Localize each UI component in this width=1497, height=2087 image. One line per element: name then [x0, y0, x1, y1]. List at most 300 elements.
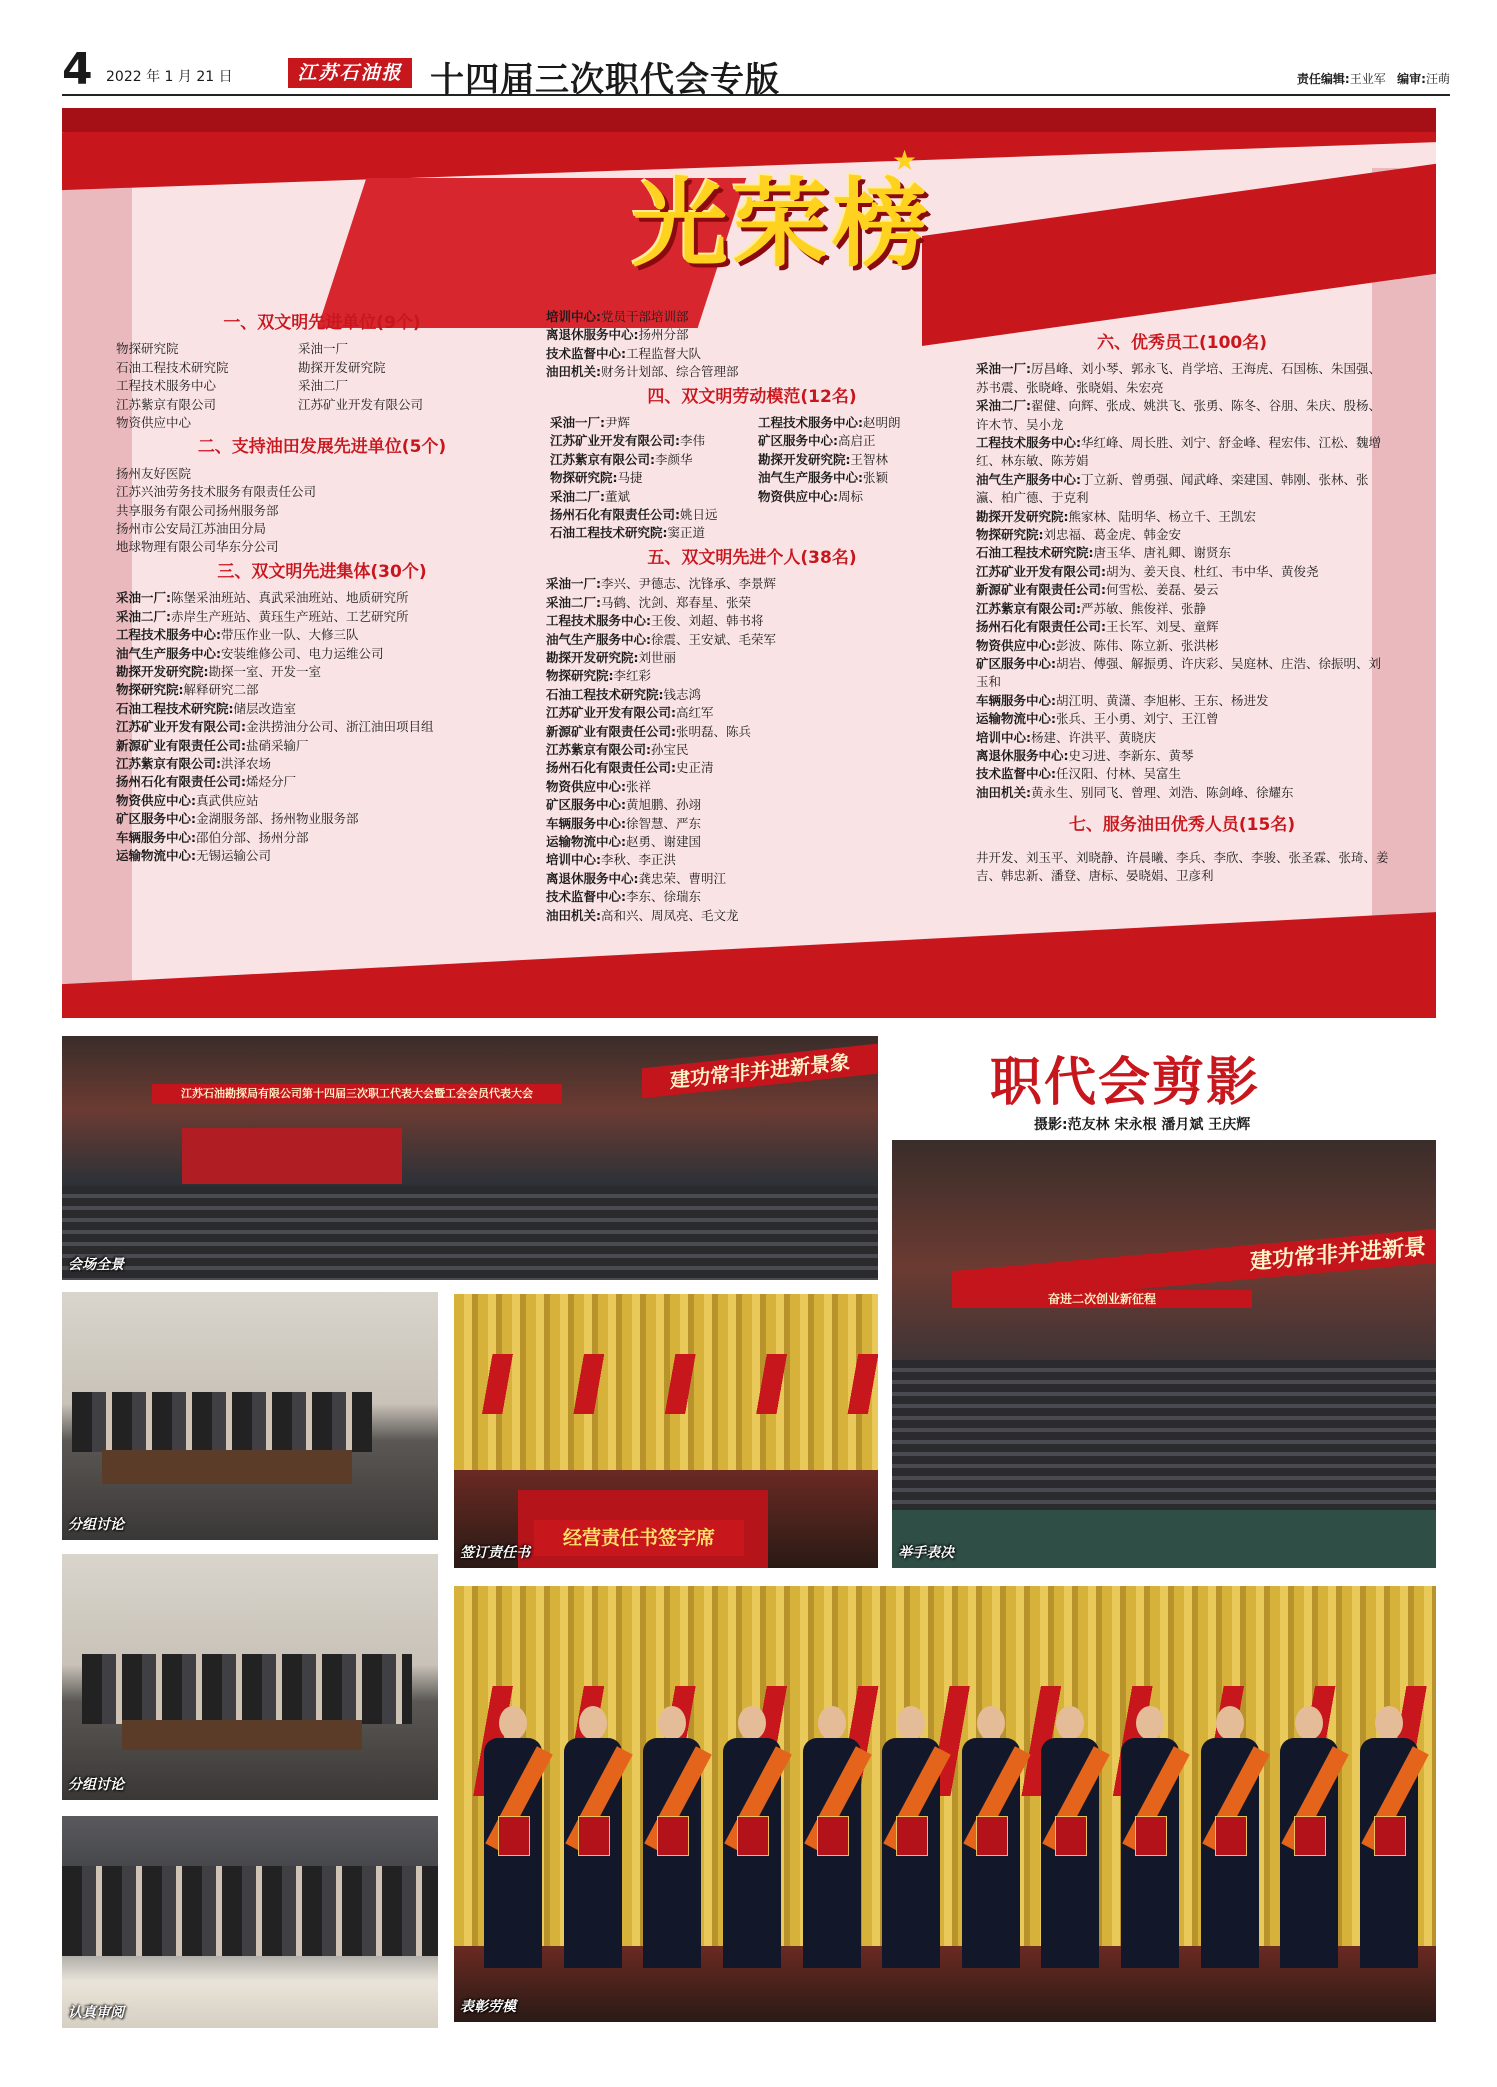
entry-names: 无锡运输公司 — [196, 847, 272, 863]
photo-group-discussion-1 — [62, 1292, 438, 1540]
list-item: 采油二厂 — [298, 378, 349, 394]
honor-entry — [542, 308, 962, 326]
list-item: 物资供应中心 — [116, 415, 192, 431]
list-item: 江苏紫京有限公司 — [116, 396, 217, 412]
name-list: 井开发、刘玉平、刘晓静、许晨曦、李兵、李欣、李骏、张圣霖、张琦、姜吉、韩忠新、潘登、唐标、晏晓娟、卫彦利 — [976, 849, 1389, 883]
entry-unit: 离退休服务中心: — [546, 870, 639, 886]
photo-credit: 摄影:范友林 宋永根 潘月斌 王庆辉 — [1034, 1117, 1251, 1133]
entry-unit: 车辆服务中心: — [116, 829, 196, 845]
photo-reviewing — [62, 1816, 438, 2028]
entry-list — [542, 308, 962, 382]
stage — [182, 1128, 402, 1184]
awardee — [1360, 1706, 1416, 1966]
honor-entry — [542, 778, 962, 796]
decor-band — [62, 909, 1436, 1018]
awardee — [484, 1706, 540, 1966]
entry-names: 胡江明、黄潇、李旭彬、王东、杨进发 — [1056, 692, 1269, 708]
honor-entry — [542, 723, 962, 741]
awardee — [564, 1706, 620, 1966]
entry-unit: 新源矿业有限责任公司: — [546, 723, 676, 739]
entry-names: 尹辉 — [605, 415, 631, 431]
entry-names: 张明磊、陈兵 — [676, 723, 752, 739]
awardee — [1201, 1706, 1257, 1966]
entry-unit: 物资供应中心: — [116, 792, 196, 808]
audience — [892, 1360, 1436, 1530]
honor-entry — [972, 471, 1392, 508]
entry-unit: 采油二厂: — [550, 488, 605, 504]
honor-entry — [542, 796, 962, 814]
section-title: 十四届三次职代会专版 — [430, 60, 780, 100]
entry-unit: 江苏紫京有限公司: — [116, 755, 221, 771]
unit-list — [112, 465, 532, 557]
participants — [82, 1654, 412, 1724]
honor-entry — [972, 637, 1392, 655]
photo-caption: 表彰劳模 — [460, 1999, 516, 2015]
hall-banner: 江苏石油勘探局有限公司第十四届三次职工代表大会暨工会会员代表大会 — [152, 1084, 562, 1104]
honor-entry — [972, 434, 1392, 471]
honor-entry — [112, 700, 532, 718]
honor-entry — [546, 451, 754, 469]
entry-list — [972, 360, 1392, 802]
hall-slogan: 奋进二次创业新征程 — [952, 1290, 1252, 1308]
honor-entry — [972, 784, 1392, 802]
entry-names: 王俊、刘超、韩书将 — [651, 613, 764, 629]
honor-entry — [546, 414, 754, 432]
list-item: 共享服务有限公司扬州服务部 — [116, 502, 279, 518]
reviewer-label: 编审: — [1397, 72, 1426, 86]
honor-entry — [754, 451, 966, 469]
entry-names: 陈堡采油班站、真武采油班站、地质研究所 — [171, 590, 409, 606]
entry-unit: 工程技术服务中心: — [758, 415, 863, 431]
entry-names: 黄旭鹏、孙翊 — [626, 797, 702, 813]
entry-unit: 矿区服务中心: — [758, 433, 838, 449]
photo-caption: 分组讨论 — [68, 1777, 124, 1793]
entry-unit: 江苏紫京有限公司: — [546, 741, 651, 757]
honor-entry — [542, 741, 962, 759]
honor-entry — [972, 600, 1392, 618]
entry-names: 李伟 — [680, 433, 706, 449]
honor-entry — [112, 589, 532, 607]
honor-entry — [542, 363, 962, 381]
unit-list — [112, 340, 532, 432]
honor-board — [62, 108, 1436, 1018]
hall-banner: 建功常非并进新景 — [952, 1229, 1436, 1305]
awardee — [723, 1706, 779, 1966]
entry-list — [542, 575, 962, 925]
photo-caption: 认真审阅 — [68, 2005, 124, 2021]
honor-entry — [972, 397, 1392, 434]
entry-unit: 培训中心: — [976, 729, 1031, 745]
editor-label: 责任编辑: — [1296, 72, 1350, 86]
honor-entry — [542, 870, 962, 888]
entry-names: 扬州分部 — [638, 327, 689, 343]
entry-unit: 运输物流中心: — [546, 833, 626, 849]
entry-names: 翟健、向辉、张成、姚洪飞、张勇、陈冬、谷朋、朱庆、殷杨、许木节、吴小龙 — [976, 398, 1382, 432]
entry-names: 赵勇、谢建国 — [626, 833, 702, 849]
honor-entry — [972, 360, 1392, 397]
honor-entry — [112, 608, 532, 626]
reviewer-name: 汪萌 — [1425, 72, 1450, 86]
entry-unit: 油田机关: — [546, 907, 601, 923]
entry-names: 金湖服务部、扬州物业服务部 — [196, 811, 359, 827]
entry-unit: 工程技术服务中心: — [546, 613, 651, 629]
entry-unit: 矿区服务中心: — [976, 655, 1056, 671]
hall-slogan: 建功常非并进新景象 — [642, 1044, 878, 1099]
entry-names: 王智林 — [850, 451, 889, 467]
honor-entry — [542, 851, 962, 869]
entry-unit: 勘探开发研究院: — [758, 451, 851, 467]
entry-names: 带压作业一队、大修三队 — [221, 627, 359, 643]
honor-entry — [754, 469, 966, 487]
entry-names: 董斌 — [605, 488, 631, 504]
honor-entry — [112, 847, 532, 865]
entry-names: 解释研究二部 — [183, 682, 259, 698]
photo-opening-hall — [62, 1036, 878, 1280]
entry-names: 王长军、刘旻、童辉 — [1106, 619, 1219, 635]
entry-names: 钱志鸿 — [663, 686, 702, 702]
entry-names: 厉昌峰、刘小琴、郭永飞、肖学培、王海虎、石国栋、朱国强、苏书震、张晓峰、张晓娟、朱宏亮 — [976, 361, 1382, 395]
honor-entry — [754, 414, 966, 432]
entry-names: 勘探一室、开发一室 — [208, 663, 322, 679]
masthead — [62, 44, 1450, 100]
star-icon: ★ — [892, 144, 918, 177]
honor-entry — [542, 888, 962, 906]
entry-names: 李秋、李正洪 — [601, 852, 677, 868]
entry-names: 胡为、姜天良、杜红、韦中华、黄俊尧 — [1106, 563, 1319, 579]
honor-entry — [542, 649, 962, 667]
entry-names: 赵明朗 — [863, 415, 901, 431]
honor-banner-title: 光荣榜 — [632, 168, 932, 280]
honor-entry — [112, 792, 532, 810]
photo-caption: 签订责任书 — [460, 1545, 530, 1561]
section-heading: 七、服务油田优秀人员(15名) — [1068, 815, 1296, 836]
entry-unit: 石油工程技术研究院: — [546, 686, 664, 702]
entry-names: 何雪松、姜磊、晏云 — [1106, 582, 1219, 598]
entry-names: 李颜华 — [655, 451, 693, 467]
entry-names: 赤岸生产班站、黄珏生产班站、工艺研究所 — [171, 608, 409, 624]
entry-unit: 江苏矿业开发有限公司: — [550, 433, 680, 449]
list-item: 江苏兴油劳务技术服务有限责任公司 — [116, 484, 317, 500]
entry-unit: 技术监督中心: — [546, 889, 626, 905]
entry-unit: 石油工程技术研究院: — [116, 700, 234, 716]
entry-names: 真武供应站 — [196, 792, 259, 808]
entry-names: 孙宝民 — [651, 741, 689, 757]
list-item: 地球物理有限公司华东分公司 — [116, 539, 279, 555]
entry-names: 杨建、许洪平、黄晓庆 — [1031, 729, 1157, 745]
entry-unit: 运输物流中心: — [116, 847, 196, 863]
entry-unit: 物探研究院: — [546, 668, 614, 684]
entry-unit: 工程技术服务中心: — [116, 627, 221, 643]
honor-entry — [972, 563, 1392, 581]
entry-unit: 石油工程技术研究院: — [550, 525, 668, 541]
entry-unit: 技术监督中心: — [546, 345, 626, 361]
entry-names: 胡岩、傅强、解振勇、许庆彩、吴庭林、庄浩、徐振明、刘玉和 — [976, 655, 1382, 690]
honor-entry — [542, 907, 962, 925]
entry-names: 张颖 — [863, 470, 889, 486]
entry-unit: 车辆服务中心: — [546, 815, 626, 831]
photo-caption: 分组讨论 — [68, 1517, 124, 1533]
entry-names: 华红峰、周长胜、刘宁、舒金峰、程宏伟、江松、魏增红、林东敏、陈芳娟 — [976, 435, 1382, 469]
entry-unit: 油气生产服务中心: — [116, 645, 221, 661]
honor-entry — [972, 747, 1392, 765]
honor-entry — [112, 626, 532, 644]
entry-names: 窦正道 — [667, 525, 706, 541]
decor-band — [62, 108, 1436, 132]
section-heading: 四、双文明劳动模范(12名) — [647, 386, 857, 407]
honor-entry — [112, 645, 532, 663]
entry-list — [112, 589, 532, 865]
entry-unit: 采油一厂: — [976, 361, 1031, 377]
honor-entry — [112, 681, 532, 699]
entry-unit: 江苏矿业开发有限公司: — [116, 719, 246, 735]
entry-names: 姚日远 — [680, 507, 718, 523]
honor-entry — [542, 612, 962, 630]
entry-names: 彭波、陈伟、陈立新、张洪彬 — [1056, 637, 1219, 653]
meeting-table — [102, 1450, 352, 1484]
entry-unit: 江苏紫京有限公司: — [976, 600, 1081, 616]
entry-unit: 物资供应中心: — [758, 488, 838, 504]
entry-unit: 石油工程技术研究院: — [976, 545, 1094, 561]
honor-entry — [542, 667, 962, 685]
entry-unit: 车辆服务中心: — [976, 692, 1056, 708]
honor-entry — [112, 829, 532, 847]
entry-names: 工程监督大队 — [626, 345, 702, 361]
entry-unit: 扬州石化有限责任公司: — [546, 760, 676, 776]
audience — [62, 1186, 878, 1280]
awardee — [803, 1706, 859, 1966]
awardee — [1121, 1706, 1177, 1966]
photo-caption: 举手表决 — [898, 1545, 954, 1561]
entry-names: 唐玉华、唐礼卿、谢贤东 — [1093, 545, 1232, 561]
honor-entry — [546, 488, 754, 506]
entry-unit: 离退休服务中心: — [546, 327, 639, 343]
photo-section-title: 职代会剪影 — [990, 1053, 1261, 1113]
list-item: 采油一厂 — [298, 341, 349, 357]
entry-names: 党员干部培训部 — [601, 309, 689, 324]
photo-award-ceremony — [454, 1586, 1436, 2022]
entry-unit: 工程技术服务中心: — [976, 435, 1081, 451]
honor-entry — [972, 544, 1392, 562]
entry-names: 徐震、王安斌、毛荣军 — [651, 631, 777, 647]
entry-names: 黄永生、别同飞、曾理、刘浩、陈剑峰、徐耀东 — [1031, 784, 1294, 800]
section-heading: 三、双文明先进集体(30个) — [217, 561, 427, 582]
entry-unit: 油气生产服务中心: — [546, 631, 651, 647]
honor-entry — [542, 594, 962, 612]
entry-unit: 勘探开发研究院: — [976, 508, 1069, 524]
honor-column-1 — [112, 308, 532, 865]
entry-unit: 采油一厂: — [546, 576, 601, 592]
entry-unit: 江苏紫京有限公司: — [550, 451, 655, 467]
photo-group-discussion-2 — [62, 1554, 438, 1800]
entry-names: 高红军 — [676, 705, 714, 721]
entry-names: 熊家林、陆明华、杨立千、王凯宏 — [1068, 508, 1257, 524]
entry-names: 马鹤、沈剑、郑春星、张荣 — [601, 594, 752, 610]
honor-entry — [112, 718, 532, 736]
entry-unit: 矿区服务中心: — [546, 797, 626, 813]
entry-names: 财务计划部、综合管理部 — [601, 364, 739, 380]
entry-names: 任汉阳、付林、吴富生 — [1056, 766, 1182, 782]
honor-entry — [972, 526, 1392, 544]
entry-names: 马捷 — [617, 470, 643, 486]
honor-entry — [546, 524, 754, 542]
entry-names: 李东、徐瑞东 — [626, 889, 702, 905]
honor-entry — [112, 773, 532, 791]
honor-entry — [112, 810, 532, 828]
entry-unit: 油田机关: — [546, 364, 601, 380]
honor-entry — [112, 737, 532, 755]
entry-unit: 扬州石化有限责任公司: — [976, 619, 1106, 635]
entry-names: 张祥 — [626, 778, 652, 794]
photo-signing — [454, 1294, 878, 1568]
list-item: 勘探开发研究院 — [298, 359, 386, 375]
entry-unit: 油气生产服务中心: — [758, 470, 863, 486]
honor-entry — [542, 631, 962, 649]
list-item: 扬州友好医院 — [116, 465, 192, 481]
entry-unit: 物资供应中心: — [976, 637, 1056, 653]
honor-entry — [972, 508, 1392, 526]
list-item: 扬州市公安局江苏油田分局 — [116, 521, 267, 537]
honor-entry — [542, 704, 962, 722]
entry-names: 高启正 — [838, 433, 876, 449]
entry-unit: 新源矿业有限责任公司: — [116, 737, 246, 753]
awardee-row — [484, 1706, 1416, 1956]
front-table — [892, 1510, 1436, 1568]
honor-entry — [546, 506, 754, 524]
honor-entry — [754, 506, 966, 524]
entry-names: 龚忠荣、曹明江 — [638, 870, 727, 886]
section-heading: 五、双文明先进个人(38名) — [647, 547, 857, 568]
entry-unit: 矿区服务中心: — [116, 811, 196, 827]
honor-entry — [546, 469, 754, 487]
awardee — [643, 1706, 699, 1966]
awardee — [882, 1706, 938, 1966]
page-number: 4 — [62, 44, 93, 95]
honor-entry — [972, 729, 1392, 747]
participants — [72, 1392, 372, 1452]
honor-entry — [546, 432, 754, 450]
entry-names: 金洪捞油分公司、浙江油田项目组 — [246, 719, 434, 735]
honor-column-3 — [972, 328, 1392, 885]
meeting-table — [122, 1720, 362, 1750]
entry-names: 高和兴、周凤亮、毛文龙 — [601, 907, 739, 923]
honor-entry — [972, 692, 1392, 710]
entry-unit: 采油二厂: — [976, 398, 1031, 414]
flags — [454, 1354, 878, 1414]
honor-entry — [754, 432, 966, 450]
entry-names: 刘世丽 — [638, 649, 677, 665]
participants — [62, 1866, 438, 1956]
entry-names: 史习进、李新东、黄琴 — [1068, 747, 1194, 763]
entry-unit: 勘探开发研究院: — [116, 663, 209, 679]
entry-unit: 物探研究院: — [976, 527, 1044, 543]
honor-entry — [542, 759, 962, 777]
honor-entry — [972, 618, 1392, 636]
entry-unit: 油田机关: — [976, 784, 1031, 800]
entry-names: 李兴、尹德志、沈锋承、李景辉 — [601, 576, 777, 592]
honor-entry — [972, 655, 1392, 692]
honor-entry — [972, 710, 1392, 728]
entry-unit: 培训中心: — [546, 852, 601, 868]
signing-table-label: 经营责任书签字席 — [534, 1520, 744, 1556]
honor-entry — [112, 755, 532, 773]
entry-names: 张兵、王小勇、刘宁、王江曾 — [1056, 711, 1219, 727]
honor-entry — [542, 575, 962, 593]
entry-unit: 油气生产服务中心: — [976, 471, 1081, 487]
list-item: 物探研究院 — [116, 341, 179, 357]
honor-entry — [754, 524, 966, 542]
honor-entry — [972, 765, 1392, 783]
entry-names: 周标 — [838, 488, 864, 504]
entry-unit: 培训中心: — [546, 309, 601, 324]
entry-names: 洪泽农场 — [221, 755, 272, 771]
entry-names: 严苏敏、熊俊祥、张静 — [1081, 600, 1207, 616]
entry-names: 李红彩 — [613, 668, 652, 684]
paper-logo: 江苏石油报 — [288, 58, 412, 88]
honor-entry — [754, 488, 966, 506]
entry-unit: 扬州石化有限责任公司: — [116, 774, 246, 790]
entry-names: 刘忠福、葛金虎、韩金安 — [1043, 527, 1182, 543]
entry-unit: 勘探开发研究院: — [546, 649, 639, 665]
entry-names: 徐智慧、严东 — [626, 815, 702, 831]
section-heading: 一、双文明先进单位(9个) — [223, 313, 421, 333]
entry-unit: 新源矿业有限责任公司: — [976, 582, 1106, 598]
entry-unit: 物资供应中心: — [546, 778, 626, 794]
entry-unit: 技术监督中心: — [976, 766, 1056, 782]
honor-column-2 — [542, 308, 962, 925]
entry-unit: 采油一厂: — [550, 415, 605, 431]
honor-entry — [542, 686, 962, 704]
entry-names: 烯烃分厂 — [246, 774, 297, 790]
entry-unit: 采油二厂: — [116, 608, 171, 624]
honor-entry — [542, 326, 962, 344]
entry-unit: 扬州石化有限责任公司: — [550, 507, 680, 523]
issue-date: 2022 年 1 月 21 日 — [106, 69, 233, 85]
entry-unit: 运输物流中心: — [976, 711, 1056, 727]
entry-names: 盐硝采输厂 — [246, 737, 309, 753]
list-item: 工程技术服务中心 — [116, 378, 217, 394]
section-heading: 六、优秀员工(100名) — [1096, 333, 1268, 353]
entry-unit: 离退休服务中心: — [976, 747, 1069, 763]
honor-entry — [972, 581, 1392, 599]
entry-names: 丁立新、曾勇强、闻武峰、栾建国、韩刚、张林、张瀛、柏广德、于克利 — [976, 471, 1369, 506]
awardee — [1041, 1706, 1097, 1966]
awardee — [1280, 1706, 1336, 1966]
editor-credits — [1297, 70, 1450, 87]
honor-entry — [542, 815, 962, 833]
section-heading: 二、支持油田发展先进单位(5个) — [197, 437, 447, 458]
entry-names: 史正清 — [676, 760, 714, 776]
entry-list — [542, 414, 962, 543]
entry-names: 安装维修公司、电力运维公司 — [221, 645, 384, 661]
entry-unit: 采油一厂: — [116, 590, 171, 606]
entry-names: 邵伯分部、扬州分部 — [196, 829, 309, 845]
photo-caption: 会场全景 — [68, 1257, 124, 1273]
list-item: 江苏矿业开发有限公司 — [298, 396, 424, 412]
entry-unit: 江苏矿业开发有限公司: — [976, 563, 1106, 579]
editor-name: 王业军 — [1349, 72, 1386, 86]
entry-unit: 物探研究院: — [550, 470, 618, 486]
entry-unit: 采油二厂: — [546, 594, 601, 610]
list-item: 石油工程技术研究院 — [116, 359, 229, 375]
entry-unit: 物探研究院: — [116, 682, 184, 698]
photo-voting — [892, 1140, 1436, 1568]
honor-entry — [112, 663, 532, 681]
entry-names: 储层改造室 — [233, 700, 297, 716]
awardee — [962, 1706, 1018, 1966]
honor-entry — [542, 833, 962, 851]
honor-entry — [542, 345, 962, 363]
entry-unit: 江苏矿业开发有限公司: — [546, 705, 676, 721]
